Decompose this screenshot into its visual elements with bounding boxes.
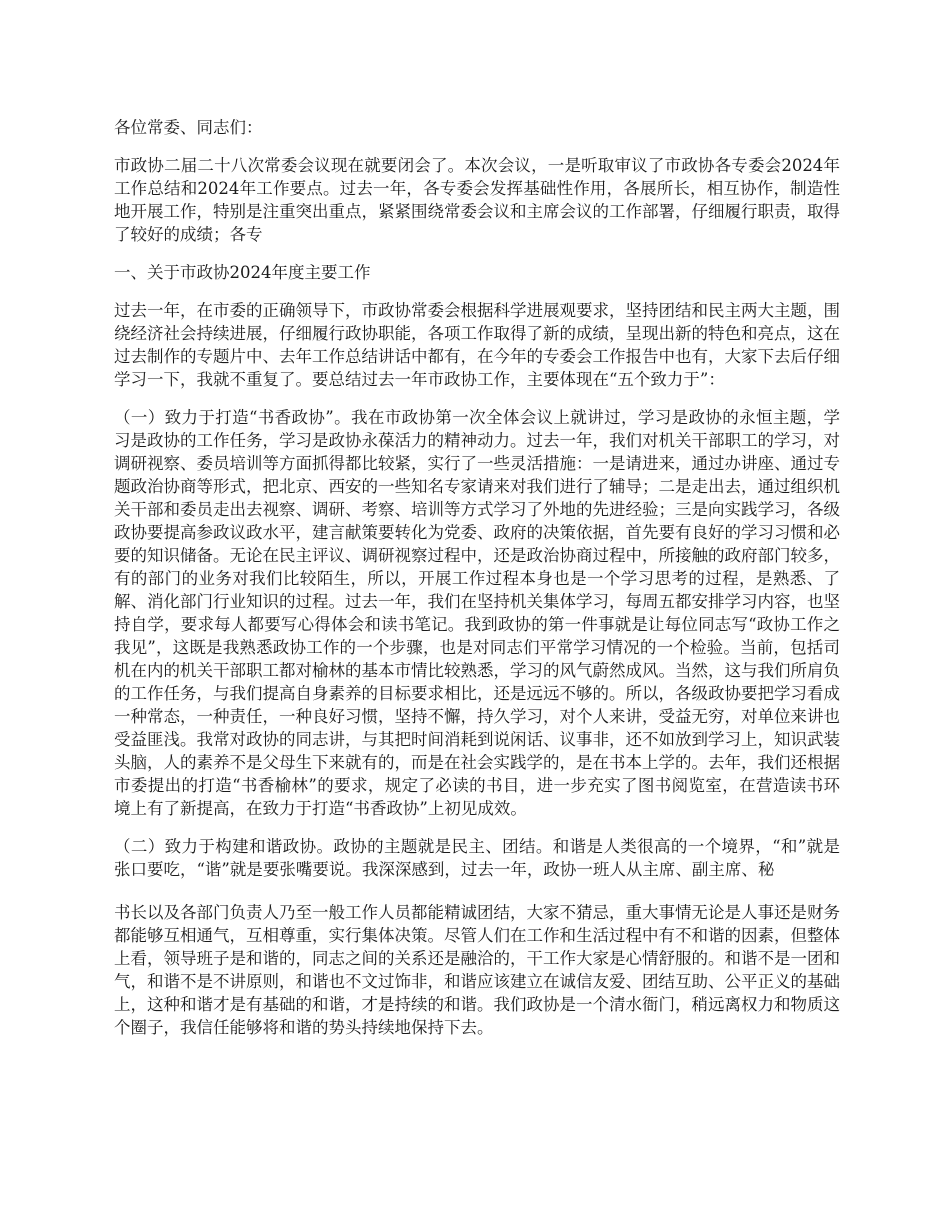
point-one-paragraph: （一）致力于打造“书香政协”。我在市政协第一次全体会议上就讲过，学习是政协的永恒主题，学习是政协的工作任务，学习是政协永葆活力的精神动力。过去一年，我们对机关干部职工的学习，对调研视察、委员培训等方面抓得都比较紧，实行了一些灵活措施：一是请进来，通过办讲座、通过专题政治协商等形式，把北京、西安的一些知名专家请来对我们进行了辅导；二是走出去，通过组织机关干部和委员走出去视察、调研、考察、培训等方式学习了外地的先进经验；三是向实践学习，各级政协要提高参政议政水平，建言献策要转化为党委、政府的决策依据，首先要有良好的学习习惯和必要的知识储备。无论在民主评议、调研视察过程中，还是政治协商过程中，所接触的政府部门较多，有的部门的业务对我们比较陌生，所以，开展工作过程本身也是一个学习思考的过程，是熟悉、了解、消化部门行业知识的过程。过去一年，我们在坚持机关集体学习，每周五都安排学习内容，也坚持自学，要求每人都要写心得体会和读书笔记。我到政协的第一件事就是让每位同志写“政协工作之我见”，这既是我熟悉政协工作的一个步骤，也是对同志们平常学习情况的一个检验。当前，包括司机在内的机关干部职工都对榆林的基本市情比较熟悉，学习的风气蔚然成风。当然，这与我们所肩负的工作任务，与我们提高自身素养的目标要求相比，还是远远不够的。所以，各级政协要把学习看成一种常态，一种责任，一种良好习惯，坚持不懈，持久学习，对个人来讲，受益无穷，对单位来讲也受益匪浅。我常对政协的同志讲，与其把时间消耗到说闲话、议事非，还不如放到学习上，知识武装头脑，人的素养不是父母生下来就有的，而是在社会实践学的，是在书本上学的。去年，我们还根据市委提出的打造“书香榆林”的要求，规定了必读的书目，进一步充实了图书阅览室，在营造读书环境上有了新提高，在致力于打造“书香政协”上初见成效。 [114, 408, 840, 818]
intro-paragraph: 市政协二届二十八次常委会议现在就要闭会了。本次会议，一是听取审议了市政协各专委会2024年工作总结和2024年工作要点。过去一年，各专委会发挥基础性作用，各展所长，相互协作，制造性地开展工作，特别是注重突出重点，紧紧围绕常委会议和主席会议的工作部署，仔细履行职责，取得了较好的成绩；各专 [114, 156, 840, 244]
point-two-paragraph-continued: 书长以及各部门负责人乃至一般工作人员都能精诚团结，大家不猜忌，重大事情无论是人事还是财务都能够互相通气，互相尊重，实行集体决策。尽管人们在工作和生活过程中有不和谐的因素，但整体上看，领导班子是和谐的，同志之间的关系还是融洽的，干工作大家是心情舒服的。和谐不是一团和气，和谐不是不讲原则，和谐也不文过饰非，和谐应该建立在诚信友爱、团结互助、公平正义的基础上，这种和谐才是有基础的和谐，才是持续的和谐。我们政协是一个清水衙门，稍远离权力和物质这个圈子，我信任能够将和谐的势头持续地保持下去。 [114, 903, 840, 1037]
document-page [114, 116, 840, 1054]
salutation: 各位常委、同志们： [114, 118, 263, 137]
overview-paragraph: 过去一年，在市委的正确领导下，市政协常委会根据科学进展观要求，坚持团结和民主两大主题，围绕经济社会持续进展，仔细履行政协职能，各项工作取得了新的成绩，呈现出新的特色和亮点，这在过去制作的专题片中、去年工作总结讲话中都有，在今年的专委会工作报告中也有，大家下去后仔细学习一下，我就不重复了。要总结过去一年市政协工作，主要体现在“五个致力于”： [114, 301, 840, 389]
point-two-paragraph-start: （二）致力于构建和谐政协。政协的主题就是民主、团结。和谐是人类很高的一个境界，“和”就是张口要吃，“谐”就是要张嘴要说。我深深感到，过去一年，政协一班人从主席、副主席、秘 [114, 837, 840, 879]
section-heading: 一、关于市政协2024年度主要工作 [114, 263, 371, 282]
